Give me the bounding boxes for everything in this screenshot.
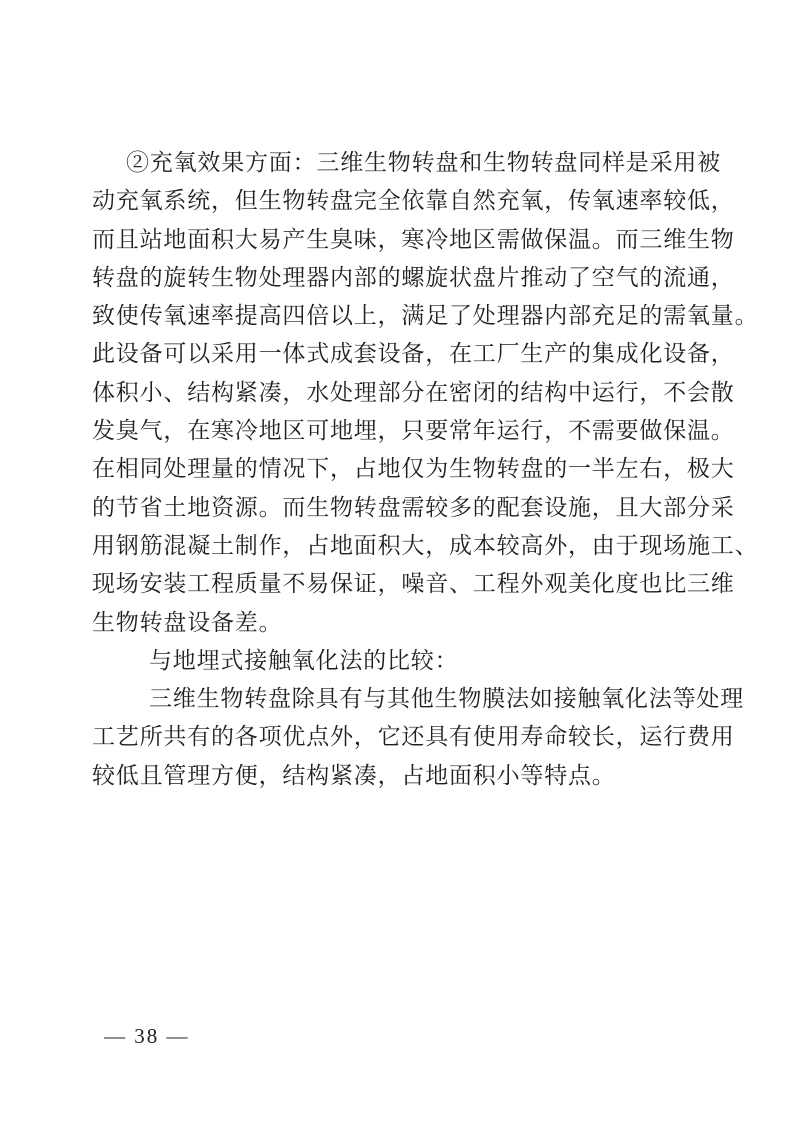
text-line: 致使传氧速率提高四倍以上，满足了处理器内部充足的需氧量。 (92, 303, 759, 329)
page-number: — 38 — (104, 1024, 190, 1048)
text-line: 发臭气，在寒冷地区可地埋，只要常年运行，不需要做保温。 (92, 418, 735, 444)
text-line: 转盘的旋转生物处理器内部的螺旋状盘片推动了空气的流通， (92, 264, 735, 290)
text-line: 在相同处理量的情况下，占地仅为生物转盘的一半左右，极大 (92, 456, 735, 482)
text-line: 现场安装工程质量不易保证，噪音、工程外观美化度也比三维 (92, 571, 735, 597)
text-line: ②充氧效果方面：三维生物转盘和生物转盘同样是采用被 (126, 150, 721, 175)
text-line: 体积小、结构紧凑，水处理部分在密闭的结构中运行，不会散 (92, 379, 735, 405)
text-line: 工艺所共有的各项优点外，它还具有使用寿命较长，运行费用 (92, 724, 735, 750)
text-line: 而且站地面积大易产生臭味，寒冷地区需做保温。而三维生物 (92, 226, 735, 252)
text-line: 生物转盘设备差。 (92, 609, 283, 635)
text-line: 用钢筋混凝土制作，占地面积大，成本较高外，由于现场施工、 (92, 532, 759, 558)
text-line: 与地埋式接触氧化法的比较： (149, 647, 459, 673)
text-line: 此设备可以采用一体式成套设备，在工厂生产的集成化设备， (92, 341, 735, 367)
text-block (92, 144, 759, 795)
text-line: 动充氧系统，但生物转盘完全依靠自然充氧，传氧速率较低， (92, 188, 735, 214)
text-line: 的节省土地资源。而生物转盘需较多的配套设施，且大部分采 (92, 494, 735, 520)
text-line: 三维生物转盘除具有与其他生物膜法如接触氧化法等处理 (149, 686, 744, 712)
text-line: 较低且管理方便，结构紧凑，占地面积小等特点。 (92, 762, 616, 788)
